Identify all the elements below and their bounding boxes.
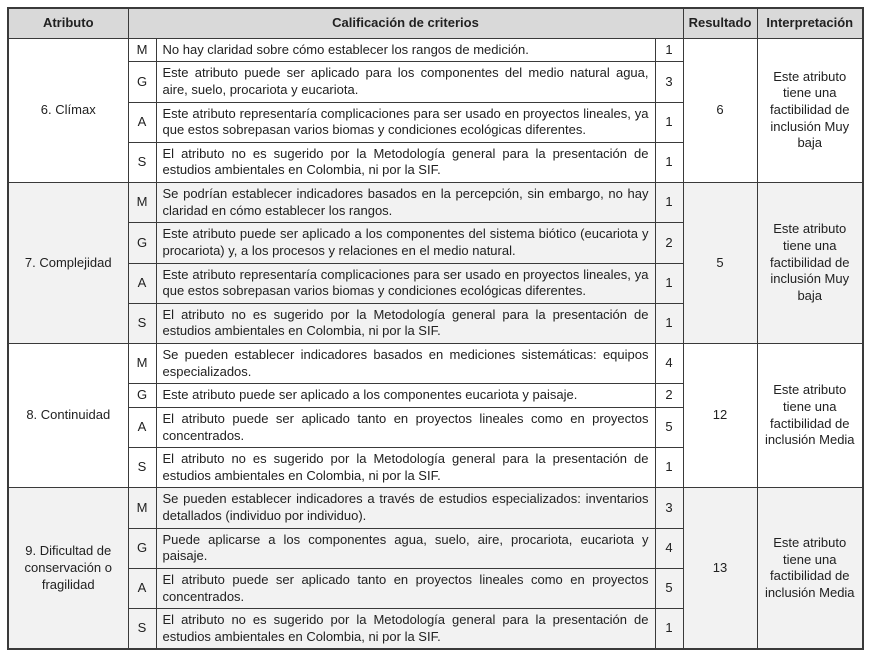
criterion-score: 1 xyxy=(655,303,683,343)
result-value: 5 xyxy=(683,183,757,344)
header-row xyxy=(8,8,863,38)
criterion-text: El atributo no es sugerido por la Metodología general para la presentación de estudios ambientales en Colombia, ni por la SIF. xyxy=(156,609,655,650)
criterion-letter: A xyxy=(128,568,156,608)
criteria-row xyxy=(8,488,863,528)
criterion-text: Este atributo representaría complicaciones para ser usado en proyectos lineales, ya que estos sobrepasan varios biomas y condiciones ecológicas diferentes. xyxy=(156,102,655,142)
result-value: 12 xyxy=(683,344,757,488)
criterion-score: 1 xyxy=(655,38,683,62)
criterion-text: El atributo puede ser aplicado tanto en proyectos lineales como en proyectos concentrados. xyxy=(156,568,655,608)
criterion-text: Este atributo puede ser aplicado para los componentes del medio natural agua, aire, suelo, procariota y eucariota. xyxy=(156,62,655,102)
attribute-name: 6. Clímax xyxy=(8,38,128,182)
header-atributo: Atributo xyxy=(8,8,128,38)
criteria-row xyxy=(8,38,863,62)
criterion-score: 4 xyxy=(655,344,683,384)
criterion-text: Este atributo puede ser aplicado a los componentes eucariota y paisaje. xyxy=(156,384,655,408)
criterion-text: Se podrían establecer indicadores basados en la percepción, sin embargo, no hay claridad en cómo establecer los rangos. xyxy=(156,183,655,223)
criterion-letter: S xyxy=(128,448,156,488)
attribute-name: 8. Continuidad xyxy=(8,344,128,488)
criterion-score: 3 xyxy=(655,62,683,102)
header-resultado: Resultado xyxy=(683,8,757,38)
criterion-letter: S xyxy=(128,609,156,650)
criterion-score: 1 xyxy=(655,142,683,182)
criterion-text: Este atributo representaría complicaciones para ser usado en proyectos lineales, ya que estos sobrepasan varios biomas y condiciones ecológicas diferentes. xyxy=(156,263,655,303)
criterion-text: El atributo no es sugerido por la Metodología general para la presentación de estudios ambientales en Colombia, ni por la SIF. xyxy=(156,303,655,343)
criteria-row xyxy=(8,344,863,384)
criterion-score: 1 xyxy=(655,448,683,488)
criterion-score: 2 xyxy=(655,384,683,408)
criterion-score: 3 xyxy=(655,488,683,528)
criterion-text: El atributo no es sugerido por la Metodología general para la presentación de estudios ambientales en Colombia, ni por la SIF. xyxy=(156,142,655,182)
criterion-letter: A xyxy=(128,102,156,142)
criterion-letter: G xyxy=(128,62,156,102)
criterion-letter: M xyxy=(128,488,156,528)
criteria-row xyxy=(8,183,863,223)
criterion-letter: G xyxy=(128,528,156,568)
interpretation-text: Este atributo tiene una factibilidad de inclusión Muy baja xyxy=(757,183,863,344)
criterion-text: Se pueden establecer indicadores basados en mediciones sistemáticas: equipos especializados. xyxy=(156,344,655,384)
criterion-letter: M xyxy=(128,183,156,223)
criterion-letter: A xyxy=(128,263,156,303)
result-value: 13 xyxy=(683,488,757,650)
criterion-letter: S xyxy=(128,303,156,343)
attribute-criteria-table xyxy=(7,7,864,650)
criterion-text: El atributo no es sugerido por la Metodología general para la presentación de estudios ambientales en Colombia, ni por la SIF. xyxy=(156,448,655,488)
criterion-score: 1 xyxy=(655,609,683,650)
criterion-score: 5 xyxy=(655,568,683,608)
criterion-score: 1 xyxy=(655,183,683,223)
criterion-letter: S xyxy=(128,142,156,182)
criterion-text: Se pueden establecer indicadores a través de estudios especializados: inventarios detallados (individuo por individuo). xyxy=(156,488,655,528)
criterion-text: Puede aplicarse a los componentes agua, suelo, aire, procariota, eucariota y paisaje. xyxy=(156,528,655,568)
header-calificacion: Calificación de criterios xyxy=(128,8,683,38)
header-interpretacion: Interpretación xyxy=(757,8,863,38)
criterion-score: 1 xyxy=(655,263,683,303)
criterion-text: Este atributo puede ser aplicado a los componentes del sistema biótico (eucariota y procariota) y, a los procesos y relaciones en el medio natural. xyxy=(156,223,655,263)
criterion-letter: G xyxy=(128,223,156,263)
criterion-letter: G xyxy=(128,384,156,408)
attribute-name: 9. Dificultad de conservación o fragilidad xyxy=(8,488,128,650)
criterion-text: El atributo puede ser aplicado tanto en proyectos lineales como en proyectos concentrados. xyxy=(156,407,655,447)
criterion-text: No hay claridad sobre cómo establecer los rangos de medición. xyxy=(156,38,655,62)
criterion-letter: M xyxy=(128,38,156,62)
criterion-score: 4 xyxy=(655,528,683,568)
interpretation-text: Este atributo tiene una factibilidad de inclusión Media xyxy=(757,344,863,488)
criterion-score: 1 xyxy=(655,102,683,142)
criterion-score: 2 xyxy=(655,223,683,263)
interpretation-text: Este atributo tiene una factibilidad de inclusión Media xyxy=(757,488,863,650)
result-value: 6 xyxy=(683,38,757,182)
interpretation-text: Este atributo tiene una factibilidad de inclusión Muy baja xyxy=(757,38,863,182)
criterion-letter: M xyxy=(128,344,156,384)
attribute-name: 7. Complejidad xyxy=(8,183,128,344)
criterion-score: 5 xyxy=(655,407,683,447)
criterion-letter: A xyxy=(128,407,156,447)
